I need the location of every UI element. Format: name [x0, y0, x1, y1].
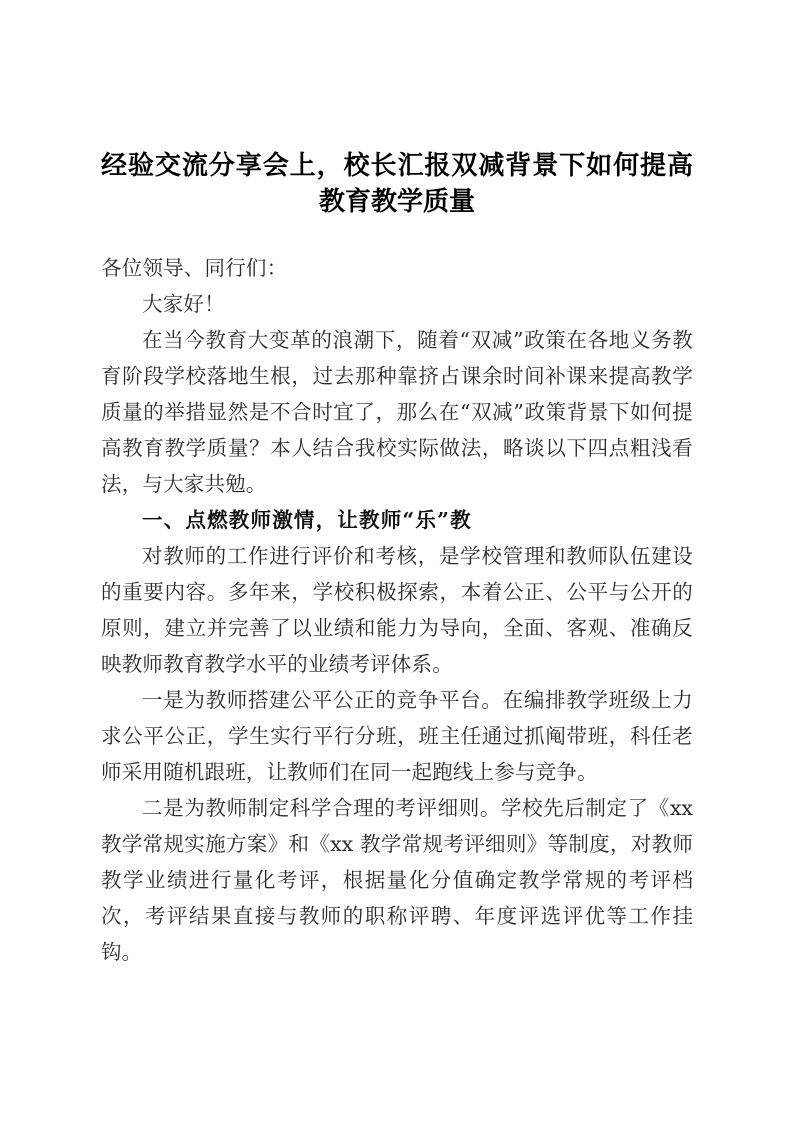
page-title-line-2: 教育教学质量 [318, 187, 475, 217]
section-heading-1: 一、点燃教师激情，让教师“乐”教 [142, 508, 472, 532]
document-body [101, 250, 693, 970]
paragraph-salutation: 各位领导、同行们： [101, 256, 288, 280]
paragraph-body-1: 对教师的工作进行评价和考核，是学校管理和教师队伍建设的重要内容。多年来，学校积极探索，本着公正、公平与公开的原则，建立并完善了以业绩和能力为导向，全面、客观、准确反映教师教育教学水平的业绩考评体系。 [101, 544, 693, 676]
paragraph-greeting: 大家好！ [142, 292, 225, 316]
page-title [101, 0, 693, 220]
page-content [101, 0, 693, 970]
page-title-line-1: 经验交流分享会上，校长汇报双减背景下如何提高 [101, 151, 693, 181]
paragraph-body-2: 一是为教师搭建公平公正的竞争平台。在编排教学班级上力求公平公正，学生实行平行分班，班主任通过抓阄带班，科任老师采用随机跟班，让教师们在同一起跑线上参与竞争。 [101, 688, 693, 784]
paragraph-body-3: 二是为教师制定科学合理的考评细则。学校先后制定了《xx教学常规实施方案》和《xx 教学常规考评细则》等制度，对教师教学业绩进行量化考评，根据量化分值确定教学常规的考评档次，考评结果直接与教师的职称评聘、年度评选评优等工作挂钩。 [101, 796, 693, 964]
paragraph-opening: 在当今教育大变革的浪潮下，随着“双减”政策在各地义务教育阶段学校落地生根，过去那种靠挤占课余时间补课来提高教学质量的举措显然是不合时宜了，那么在“双减”政策背景下如何提高教育教学质量？本人结合我校实际做法，略谈以下四点粗浅看法，与大家共勉。 [101, 328, 693, 496]
